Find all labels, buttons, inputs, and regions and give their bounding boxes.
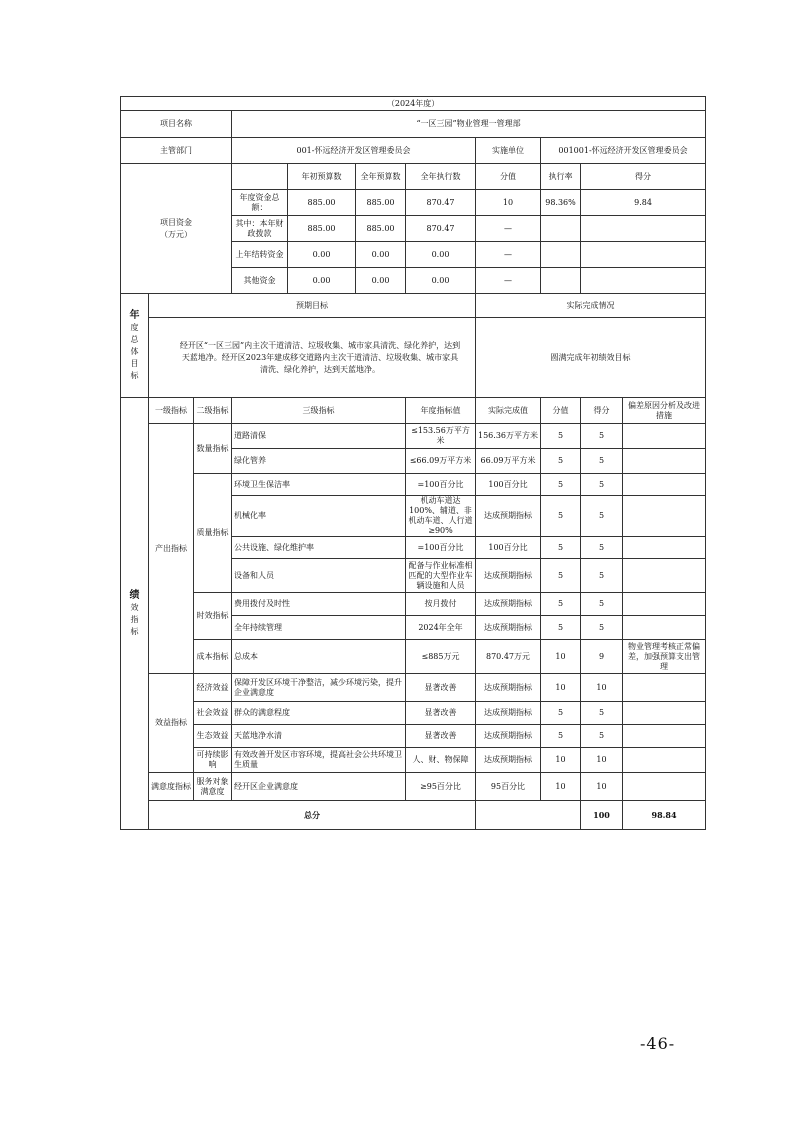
- total-weight: 100: [581, 801, 623, 830]
- indicator-note: [623, 674, 706, 702]
- indicators-header-level1: 一级指标: [149, 398, 194, 424]
- indicator-note: [623, 725, 706, 748]
- report-year: （2024年度）: [121, 97, 706, 111]
- indicators-header-actual: 实际完成值: [476, 398, 541, 424]
- funds-row-annual: 0.00: [356, 268, 406, 294]
- funds-row-label: 上年结转资金: [232, 242, 288, 268]
- funds-row-label: 其中：本年财政拨款: [232, 216, 288, 242]
- level2-cost: 成本指标: [194, 640, 232, 674]
- level2-quality: 质量指标: [194, 474, 232, 593]
- level1-output: 产出指标: [149, 424, 194, 674]
- indicator-target: 显著改善: [406, 725, 476, 748]
- goals-expected-text: 经开区“一区三园”内主次干道清洁、垃圾收集、城市家具清洗、绿化养护，达到天蓝地净。经开区2023年建成移交道路内主次干道清洁、垃圾收集、城市家具清洗、绿化养护，达到天蓝地净。: [149, 318, 476, 398]
- goals-side-char: 体: [130, 346, 139, 356]
- indicator-target: 按月拨付: [406, 593, 476, 616]
- indicators-header-score: 得分: [581, 398, 623, 424]
- indicator-name: 全年持续管理: [232, 616, 406, 640]
- indicator-name: 机械化率: [232, 496, 406, 537]
- indicator-target: ≤66.09万平方米: [406, 449, 476, 474]
- goals-side-char: 目: [130, 358, 139, 368]
- indicator-actual: 95百分比: [476, 773, 541, 801]
- indicator-score: 5: [581, 725, 623, 748]
- funds-row-weight: —: [476, 268, 541, 294]
- level2-sustainable: 可持续影响: [194, 748, 232, 773]
- funds-row-initial: 885.00: [288, 190, 356, 216]
- indicator-weight: 5: [541, 725, 581, 748]
- indicator-actual: 达成预期指标: [476, 616, 541, 640]
- level2-economic: 经济效益: [194, 674, 232, 702]
- indicator-target: 显著改善: [406, 702, 476, 725]
- indicator-weight: 5: [541, 474, 581, 496]
- funds-row-label: 年度资金总额：: [232, 190, 288, 216]
- indicator-name: 总成本: [232, 640, 406, 674]
- indicator-note: [623, 748, 706, 773]
- indicator-weight: 5: [541, 559, 581, 593]
- indicator-weight: 10: [541, 748, 581, 773]
- funds-label: [121, 164, 232, 294]
- indicator-note: [623, 559, 706, 593]
- level2-ecological: 生态效益: [194, 725, 232, 748]
- indicator-name: 有效改善开发区市容环境，提高社会公共环境卫生质量: [232, 748, 406, 773]
- indicator-score: 10: [581, 748, 623, 773]
- indicator-name: 费用拨付及时性: [232, 593, 406, 616]
- funds-header-score: 得分: [581, 164, 706, 190]
- indicator-note: [623, 773, 706, 801]
- indicator-weight: 5: [541, 593, 581, 616]
- goals-expected-header: 预期目标: [149, 294, 476, 318]
- indicators-side-char: 指: [130, 614, 139, 624]
- impl-value: 001001-怀远经济开发区管理委员会: [541, 138, 706, 164]
- indicator-actual: 156.36万平方米: [476, 424, 541, 449]
- funds-row-weight: —: [476, 242, 541, 268]
- dept-value: 001-怀远经济开发区管理委员会: [232, 138, 476, 164]
- indicator-weight: 5: [541, 424, 581, 449]
- funds-row-initial: 0.00: [288, 242, 356, 268]
- page-number: -46-: [640, 1034, 676, 1053]
- funds-row-initial: 0.00: [288, 268, 356, 294]
- project-name-value: “一区三园”物业管理一管理部: [232, 111, 706, 138]
- indicators-header-target: 年度指标值: [406, 398, 476, 424]
- funds-row-executed: 870.47: [406, 190, 476, 216]
- funds-corner: [232, 164, 288, 190]
- funds-row-executed: 0.00: [406, 242, 476, 268]
- indicator-actual: 达成预期指标: [476, 674, 541, 702]
- indicators-header-level3: 三级指标: [232, 398, 406, 424]
- funds-header-annual: 全年预算数: [356, 164, 406, 190]
- funds-row-executed: 870.47: [406, 216, 476, 242]
- funds-header-rate: 执行率: [541, 164, 581, 190]
- dept-label: 主管部门: [121, 138, 232, 164]
- funds-row-rate: 98.36%: [541, 190, 581, 216]
- funds-label-line2: （万元）: [160, 229, 192, 239]
- indicator-score: 5: [581, 424, 623, 449]
- level2-social: 社会效益: [194, 702, 232, 725]
- funds-row-score: [581, 268, 706, 294]
- goals-side-char: 度: [130, 322, 139, 332]
- indicator-score: 9: [581, 640, 623, 674]
- funds-header-weight: 分值: [476, 164, 541, 190]
- indicator-note: [623, 424, 706, 449]
- indicators-header-note: 偏差原因分析及改进措施: [623, 398, 706, 424]
- funds-header-executed: 全年执行数: [406, 164, 476, 190]
- level1-satisfaction: 满意度指标: [149, 773, 194, 801]
- impl-label: 实施单位: [476, 138, 541, 164]
- level2-quantity: 数量指标: [194, 424, 232, 474]
- indicator-target: ≤153.56万平方米: [406, 424, 476, 449]
- funds-row-rate: [541, 268, 581, 294]
- indicator-weight: 5: [541, 616, 581, 640]
- indicator-name: 公共设施、绿化维护率: [232, 537, 406, 559]
- level2-timeliness: 时效指标: [194, 593, 232, 640]
- indicator-name: 环境卫生保洁率: [232, 474, 406, 496]
- indicator-name: 设备和人员: [232, 559, 406, 593]
- indicator-score: 5: [581, 593, 623, 616]
- goals-side-char: 总: [130, 334, 139, 344]
- indicator-actual: 100百分比: [476, 474, 541, 496]
- indicator-target: 配备与作业标准相匹配的大型作业车辆设施和人员: [406, 559, 476, 593]
- funds-row-score: [581, 216, 706, 242]
- indicator-target: ≤885万元: [406, 640, 476, 674]
- funds-row-annual: 0.00: [356, 242, 406, 268]
- indicator-score: 5: [581, 496, 623, 537]
- funds-label-line1: 项目资金: [160, 217, 192, 227]
- goals-actual-text: 圆满完成年初绩效目标: [476, 318, 706, 398]
- indicator-weight: 5: [541, 702, 581, 725]
- funds-row-initial: 885.00: [288, 216, 356, 242]
- indicator-weight: 10: [541, 674, 581, 702]
- indicator-weight: 5: [541, 537, 581, 559]
- total-label: 总分: [149, 801, 476, 830]
- indicator-note: [623, 702, 706, 725]
- indicator-target: 机动车道达100%、辅道、非机动车道、人行道≥90%: [406, 496, 476, 537]
- funds-row-annual: 885.00: [356, 216, 406, 242]
- indicator-name: 经开区企业满意度: [232, 773, 406, 801]
- indicators-header-weight: 分值: [541, 398, 581, 424]
- indicators-side-char: 效: [130, 602, 139, 612]
- indicator-target: 显著改善: [406, 674, 476, 702]
- indicator-actual: 66.09万平方米: [476, 449, 541, 474]
- indicator-actual: 达成预期指标: [476, 702, 541, 725]
- indicator-score: 5: [581, 537, 623, 559]
- funds-row-score: 9.84: [581, 190, 706, 216]
- total-score: 98.84: [623, 801, 706, 830]
- indicator-note: [623, 593, 706, 616]
- indicator-actual: 达成预期指标: [476, 725, 541, 748]
- indicator-score: 5: [581, 474, 623, 496]
- indicator-name: 道路清保: [232, 424, 406, 449]
- indicator-name: 绿化管养: [232, 449, 406, 474]
- indicator-target: 2024年全年: [406, 616, 476, 640]
- indicator-target: 人、财、物保障: [406, 748, 476, 773]
- indicator-note: [623, 537, 706, 559]
- indicator-name: 保障开发区环境干净整洁，减少环境污染，提升企业满意度: [232, 674, 406, 702]
- indicator-note: [623, 474, 706, 496]
- indicator-note: [623, 449, 706, 474]
- indicator-weight: 10: [541, 640, 581, 674]
- goals-side-char: 标: [130, 370, 139, 380]
- level2-service: 服务对象满意度: [194, 773, 232, 801]
- indicator-target: =100百分比: [406, 474, 476, 496]
- funds-row-weight: —: [476, 216, 541, 242]
- goals-side-label: [121, 294, 149, 398]
- funds-row-label: 其他资金: [232, 268, 288, 294]
- indicators-side-char: 标: [130, 626, 139, 636]
- indicator-score: 5: [581, 449, 623, 474]
- total-blank: [476, 801, 581, 830]
- indicator-score: 5: [581, 616, 623, 640]
- funds-row-rate: [541, 242, 581, 268]
- indicator-score: 10: [581, 773, 623, 801]
- indicator-weight: 5: [541, 449, 581, 474]
- indicators-side-char: 绩: [129, 589, 140, 601]
- indicator-actual: 达成预期指标: [476, 593, 541, 616]
- funds-header-initial: 年初预算数: [288, 164, 356, 190]
- indicator-score: 5: [581, 702, 623, 725]
- indicator-actual: 达成预期指标: [476, 748, 541, 773]
- indicator-note: 物业管理考核正常偏差，加强预算支出管理: [623, 640, 706, 674]
- indicator-target: =100百分比: [406, 537, 476, 559]
- funds-row-rate: [541, 216, 581, 242]
- indicator-score: 10: [581, 674, 623, 702]
- indicator-name: 群众的满意程度: [232, 702, 406, 725]
- funds-row-score: [581, 242, 706, 268]
- indicators-header-level2: 二级指标: [194, 398, 232, 424]
- indicator-actual: 达成预期指标: [476, 559, 541, 593]
- goals-actual-header: 实际完成情况: [476, 294, 706, 318]
- project-name-label: 项目名称: [121, 111, 232, 138]
- level1-benefit: 效益指标: [149, 674, 194, 773]
- indicator-weight: 5: [541, 496, 581, 537]
- indicators-side-label: [121, 398, 149, 830]
- performance-evaluation-table: [120, 96, 706, 830]
- indicator-name: 天蓝地净水清: [232, 725, 406, 748]
- indicator-note: [623, 496, 706, 537]
- indicator-target: ≥95百分比: [406, 773, 476, 801]
- indicator-note: [623, 616, 706, 640]
- indicator-actual: 100百分比: [476, 537, 541, 559]
- indicator-weight: 10: [541, 773, 581, 801]
- funds-row-weight: 10: [476, 190, 541, 216]
- indicator-actual: 达成预期指标: [476, 496, 541, 537]
- indicator-score: 5: [581, 559, 623, 593]
- funds-row-executed: 0.00: [406, 268, 476, 294]
- funds-row-annual: 885.00: [356, 190, 406, 216]
- indicator-actual: 870.47万元: [476, 640, 541, 674]
- goals-side-char: 年: [129, 309, 140, 321]
